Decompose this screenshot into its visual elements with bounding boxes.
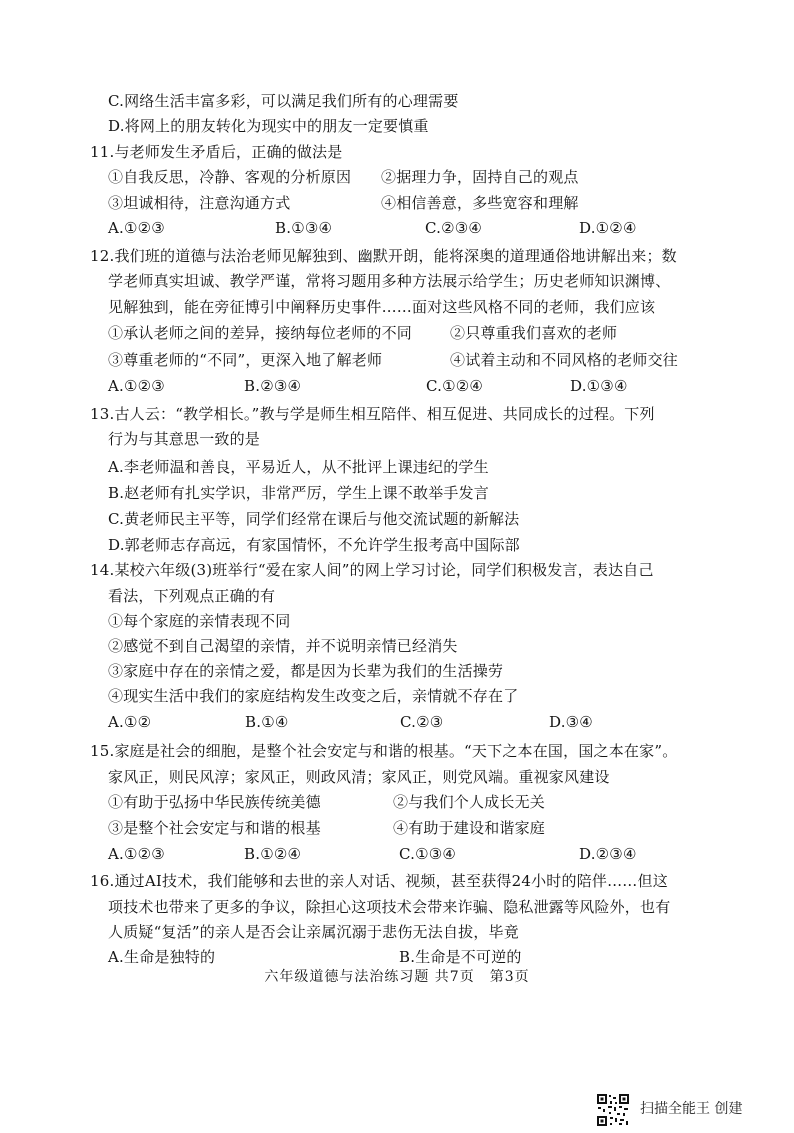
q14-option-b: B.①④ (245, 713, 289, 731)
q15-option-b: B.①②④ (244, 845, 302, 863)
question-13-stem-line-1: 13.古人云：“教学相长。”教与学是师生相互陪伴、相互促进、共同成长的过程。下列 (90, 405, 655, 423)
q15-option-a: A.①②③ (108, 845, 165, 863)
q11-statement-3: ③坦诚相待，注意沟通方式 (108, 194, 291, 212)
q13-option-d: D.郭老师志存高远，有家国情怀，不允许学生报考高中国际部 (108, 536, 520, 554)
q11-option-c: C.②③④ (425, 219, 483, 237)
question-11-stem: 11.与老师发生矛盾后，正确的做法是 (90, 143, 343, 161)
question-16-stem-line-2: 项技术也带来了更多的争议，除担心这项技术会带来诈骗、隐私泄露等风险外，也有 (108, 898, 671, 916)
q16-option-a: A.生命是独特的 (108, 948, 216, 966)
question-12-stem-line-2: 学老师真实坦诚、教学严谨，常将习题用多种方法展示给学生；历史老师知识渊博、 (108, 272, 671, 290)
q12-option-a: A.①②③ (108, 377, 165, 395)
q15-statement-3: ③是整个社会安定与和谐的根基 (108, 819, 321, 837)
q12-option-b: B.②③④ (244, 377, 302, 395)
question-16-stem-line-1: 16.通过AI技术，我们能够和去世的亲人对话、视频，甚至获得24小时的陪伴……但这 (90, 872, 668, 890)
qr-code-icon (596, 1093, 630, 1127)
q14-option-d: D.③④ (549, 713, 593, 731)
question-15-stem-line-2: 家风正，则民风淳；家风正，则政风清；家风正，则党风端。重视家风建设 (108, 768, 610, 786)
q15-statement-1: ①有助于弘扬中华民族传统美德 (108, 793, 321, 811)
q16-option-b: B.生命是不可逆的 (399, 948, 522, 966)
q11-option-d: D.①②④ (579, 219, 637, 237)
q12-statement-4: ④试着主动和不同风格的老师交往 (450, 351, 679, 369)
q11-statement-2: ②据理力争，固持自己的观点 (381, 168, 579, 186)
q14-statement-1: ①每个家庭的亲情表现不同 (108, 612, 291, 630)
watermark-text: 扫描全能王 创建 (640, 1101, 743, 1117)
q15-statement-4: ④有助于建设和谐家庭 (393, 819, 546, 837)
q11-statement-4: ④相信善意，多些宽容和理解 (381, 194, 579, 212)
q14-option-a: A.①② (108, 713, 152, 731)
q15-option-d: D.②③④ (579, 845, 637, 863)
q12-statement-2: ②只尊重我们喜欢的老师 (450, 324, 618, 342)
question-13-stem-line-2: 行为与其意思一致的是 (108, 430, 261, 448)
option-d-prev: D.将网上的朋友转化为现实中的朋友一定要慎重 (108, 117, 429, 135)
page-footer: 六年级道德与法治练习题 共7页 第3页 (264, 969, 530, 985)
question-15-stem-line-1: 15.家庭是社会的细胞，是整个社会安定与和谐的根基。“天下之本在国，国之本在家”。 (90, 742, 678, 760)
scanner-watermark (596, 1093, 786, 1133)
q11-option-b: B.①③④ (275, 219, 333, 237)
q15-option-c: C.①③④ (399, 845, 457, 863)
question-14-stem-line-1: 14.某校六年级(3)班举行“爱在家人间”的网上学习讨论，同学们积极发言，表达自己 (90, 561, 654, 579)
question-16-stem-line-3: 人质疑“复活”的亲人是否会让亲属沉溺于悲伤无法自拔，毕竟 (108, 923, 519, 941)
option-c-prev: C.网络生活丰富多彩，可以满足我们所有的心理需要 (108, 92, 459, 110)
q13-option-b: B.赵老师有扎实学识，非常严厉，学生上课不敢举手发言 (108, 484, 489, 502)
q12-statement-3: ③尊重老师的“不同”，更深入地了解老师 (108, 351, 383, 369)
q11-option-a: A.①②③ (108, 219, 165, 237)
q14-statement-4: ④现实生活中我们的家庭结构发生改变之后，亲情就不存在了 (108, 687, 519, 705)
question-12-stem-line-1: 12.我们班的道德与法治老师见解独到、幽默开朗，能将深奥的道理通俗地讲解出来；数 (90, 247, 677, 265)
q12-statement-1: ①承认老师之间的差异，接纳每位老师的不同 (108, 324, 413, 342)
q15-statement-2: ②与我们个人成长无关 (393, 793, 546, 811)
q13-option-a: A.李老师温和善良，平易近人，从不批评上课违纪的学生 (108, 458, 489, 476)
q11-statement-1: ①自我反思，冷静、客观的分析原因 (108, 168, 352, 186)
question-12-stem-line-3: 见解独到，能在旁征博引中阐释历史事件……面对这些风格不同的老师，我们应该 (108, 298, 656, 316)
q13-option-c: C.黄老师民主平等，同学们经常在课后与他交流试题的新解法 (108, 510, 520, 528)
q14-option-c: C.②③ (400, 713, 444, 731)
q14-statement-2: ②感觉不到自己渴望的亲情，并不说明亲情已经消失 (108, 637, 458, 655)
q12-option-d: D.①③④ (570, 377, 628, 395)
q12-option-c: C.①②④ (426, 377, 484, 395)
q14-statement-3: ③家庭中存在的亲情之爱，都是因为长辈为我们的生活操劳 (108, 662, 504, 680)
question-14-stem-line-2: 看法，下列观点正确的有 (108, 587, 276, 605)
